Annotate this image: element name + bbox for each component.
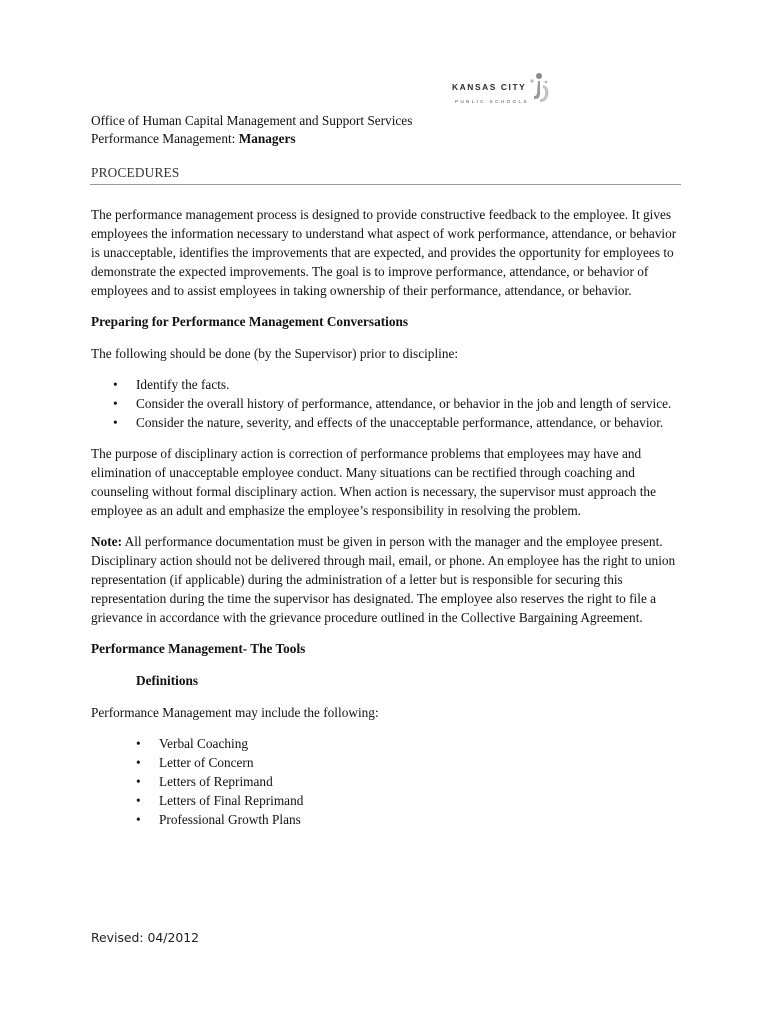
document-header <box>91 112 412 148</box>
list-item: • Verbal Coaching <box>91 734 683 753</box>
purpose-paragraph: The purpose of disciplinary action is correction of performance problems that employees may have and elimination of unacceptable employee conduct. Many situations can be rectified through coaching and counseling without formal disciplinary action. When action is necessary, the supervisor must approach the employee as an adult and emphasize the employee’s responsibility in resolving the problem. <box>91 446 656 518</box>
kcps-logo <box>452 72 552 106</box>
subject-audience: Managers <box>238 131 296 146</box>
tools-list <box>91 734 683 829</box>
section-divider <box>90 184 681 185</box>
logo-subtitle: PUBLIC SCHOOLS <box>455 99 529 104</box>
list-item: • Consider the overall history of performance, attendance, or behavior in the job and length of service. <box>91 394 683 413</box>
office-title: Office of Human Capital Management and Support Services <box>91 113 413 128</box>
list-item: • Identify the facts. <box>91 375 683 394</box>
preparing-list <box>91 375 683 432</box>
revision-footer: Revised: 04/2012 <box>91 930 199 945</box>
intro-paragraph: The performance management process is designed to provide constructive feedback to the employee. It gives employees the information necessary to understand what aspect of work performance, attendance, or behavior is unacceptable, identifies the improvements that are expected, and provides the opportunity for employees to demonstrate the expected improvements. The goal is to improve performance, attendance, or behavior of employees and to assist employees in taking ownership of their performance, attendance, or behavior. <box>91 207 677 298</box>
definitions-heading: Definitions <box>136 673 199 688</box>
logo-figure-icon <box>526 72 552 106</box>
list-item: • Letter of Concern <box>91 753 683 772</box>
list-item: • Letters of Final Reprimand <box>91 791 683 810</box>
list-item: • Consider the nature, severity, and effects of the unacceptable performance, attendance, or behavior. <box>91 413 683 432</box>
note-paragraph <box>91 532 683 627</box>
note-label: Note: <box>91 534 123 549</box>
preparing-heading: Preparing for Performance Management Conversations <box>91 314 409 329</box>
section-title: PROCEDURES <box>91 165 180 180</box>
document-subject <box>91 130 412 148</box>
note-text: All performance documentation must be given in person with the manager and the employee present. Disciplinary action should not be delivered through mail, email, or phone. An employee has the right to union representation (if applicable) during the administration of a letter but is responsible for securing this representation during the time the supervisor has designated. The employee also reserves the right to file a grievance in accordance with the grievance procedure outlined in the Collective Bargaining Agreement. <box>91 534 676 625</box>
list-item: • Professional Growth Plans <box>91 810 683 829</box>
preparing-lead: The following should be done (by the Supervisor) prior to discipline: <box>91 346 459 361</box>
document-body <box>91 205 683 841</box>
list-item: • Letters of Reprimand <box>91 772 683 791</box>
tools-lead: Performance Management may include the following: <box>91 705 379 720</box>
subject-prefix: Performance Management: <box>91 131 239 146</box>
tools-heading: Performance Management- The Tools <box>91 641 306 656</box>
logo-name: KANSAS CITY <box>452 82 527 92</box>
